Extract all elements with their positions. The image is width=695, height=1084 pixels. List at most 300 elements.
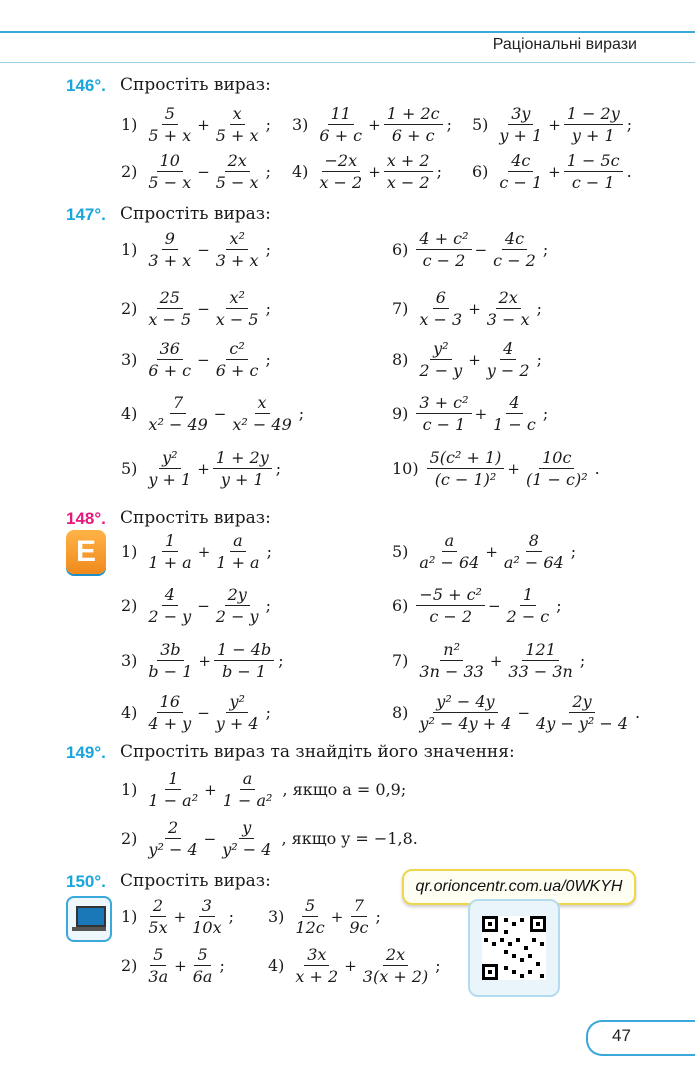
qr-code-icon <box>482 916 546 980</box>
numerator: y² <box>226 692 247 713</box>
fraction <box>145 585 194 626</box>
condition-text: , якщо y = −1,8. <box>281 829 418 848</box>
numerator: y <box>239 818 254 839</box>
numerator: x² <box>226 288 247 309</box>
denominator: y² − 4 <box>222 840 272 859</box>
qr-code-panel[interactable] <box>468 899 560 997</box>
fraction <box>213 531 262 572</box>
punctuation: ; <box>265 703 271 722</box>
computer-icon <box>66 896 112 942</box>
operator: + <box>468 350 481 369</box>
denominator: x² − 49 <box>148 415 208 434</box>
punctuation: ; <box>228 907 234 926</box>
numerator: n² <box>440 640 463 661</box>
numerator: 5(c² + 1) <box>427 448 505 469</box>
fraction <box>145 896 170 937</box>
operator: + <box>174 956 187 975</box>
operator: + <box>485 542 498 561</box>
numerator: 6 <box>433 288 449 309</box>
numerator: 10 <box>157 151 183 172</box>
denominator: x − 5 <box>148 310 192 329</box>
denominator: 6 + c <box>391 126 435 145</box>
punctuation: . <box>626 162 632 181</box>
denominator: y + 1 <box>499 126 543 145</box>
fraction <box>189 896 224 937</box>
item-label: 1) <box>121 780 138 799</box>
item-label: 6) <box>392 596 409 615</box>
operator: + <box>173 907 187 926</box>
operator: + <box>204 780 217 799</box>
punctuation: ; <box>219 956 225 975</box>
denominator: 6a <box>192 967 213 986</box>
exercise-item <box>121 818 418 859</box>
item-label: 10) <box>392 459 419 478</box>
denominator: 2 − y <box>148 607 192 626</box>
denominator: 5x <box>148 918 168 937</box>
denominator: 5 − x <box>215 173 259 192</box>
exercise-149-number: 149°. <box>66 743 106 762</box>
numerator: y² − 4y <box>433 692 497 713</box>
denominator: c − 1 <box>499 173 543 192</box>
denominator: b − 1 <box>222 662 267 681</box>
denominator: b − 1 <box>148 662 193 681</box>
fraction <box>533 692 631 733</box>
fraction <box>214 640 274 681</box>
item-label: 4) <box>121 404 138 423</box>
fraction <box>564 104 623 145</box>
denominator: 2 − y <box>419 361 463 380</box>
numerator: 3 <box>199 896 215 917</box>
operator: + <box>368 162 381 181</box>
item-label: 6) <box>392 240 409 259</box>
fraction <box>416 640 486 681</box>
denominator: 2 − y <box>215 607 259 626</box>
denominator: c − 1 <box>422 415 466 434</box>
operator: + <box>548 162 561 181</box>
denominator: 2 − c <box>506 607 550 626</box>
numerator: 3b <box>157 640 183 661</box>
exercise-item <box>472 104 632 145</box>
item-label: 3) <box>121 350 138 369</box>
numerator: 2 <box>150 896 166 917</box>
fraction <box>145 151 194 192</box>
punctuation: ; <box>275 459 282 478</box>
fraction <box>384 151 433 192</box>
operator: + <box>548 115 561 134</box>
numerator: 1 + 2c <box>384 104 443 125</box>
fraction <box>213 229 262 270</box>
numerator: 1 <box>162 531 178 552</box>
exercise-item <box>392 229 548 270</box>
fraction <box>484 288 533 329</box>
item-label: 2) <box>121 299 138 318</box>
fraction <box>213 339 262 380</box>
fraction <box>346 896 371 937</box>
exercise-147-task: Спростіть вираз: <box>120 204 271 224</box>
fraction <box>505 640 575 681</box>
denominator: x − 3 <box>419 310 463 329</box>
punctuation: ; <box>265 350 271 369</box>
punctuation: ; <box>436 162 442 181</box>
numerator: 7 <box>351 896 367 917</box>
numerator: 10c <box>539 448 574 469</box>
fraction <box>427 448 505 489</box>
condition-text: , якщо a = 0,9; <box>282 780 407 799</box>
item-label: 8) <box>392 350 409 369</box>
fraction <box>416 288 465 329</box>
exercise-item <box>121 692 271 733</box>
exercise-item <box>121 585 271 626</box>
exercise-149-task: Спростіть вираз та знайдіть його значення: <box>120 742 515 762</box>
punctuation: ; <box>446 115 453 134</box>
fraction <box>360 945 431 986</box>
numerator: c² <box>226 339 247 360</box>
fraction <box>490 393 539 434</box>
fraction <box>490 229 539 270</box>
denominator: 1 − c <box>493 415 536 434</box>
fraction <box>145 393 210 434</box>
numerator: 3x <box>304 945 329 966</box>
fraction <box>213 448 272 489</box>
exercise-item <box>268 945 441 986</box>
numerator: 25 <box>157 288 183 309</box>
operator: + <box>507 459 520 478</box>
punctuation: ; <box>278 651 284 670</box>
numerator: 9 <box>162 229 178 250</box>
numerator: 4 <box>162 585 178 606</box>
fraction <box>292 945 341 986</box>
operator: − <box>197 162 210 181</box>
fraction <box>496 104 545 145</box>
denominator: a² − 64 <box>419 553 480 572</box>
denominator: 4y − y² − 4 <box>536 714 629 733</box>
item-label: 4) <box>292 162 309 181</box>
numerator: 4 <box>506 393 522 414</box>
exercise-item <box>121 448 281 489</box>
exercise-item <box>392 640 585 681</box>
numerator: y² <box>159 448 180 469</box>
exercise-item <box>392 531 576 572</box>
punctuation: ; <box>626 115 633 134</box>
operator: − <box>203 829 217 848</box>
operator: + <box>468 299 481 318</box>
page-number: 47 <box>612 1026 631 1045</box>
numerator: y² <box>430 339 451 360</box>
punctuation: ; <box>265 162 271 181</box>
item-label: 5) <box>392 542 409 561</box>
item-label: 2) <box>121 596 138 615</box>
exercise-item <box>268 896 381 937</box>
operator: − <box>197 299 210 318</box>
item-label: 1) <box>121 907 138 926</box>
fraction <box>145 692 194 733</box>
item-label: 2) <box>121 162 138 181</box>
punctuation: ; <box>265 596 271 615</box>
item-label: 6) <box>472 162 489 181</box>
denominator: 1 + a <box>148 553 192 572</box>
item-label: 3) <box>292 115 309 134</box>
denominator: 4 + y <box>148 714 192 733</box>
item-label: 9) <box>392 404 409 423</box>
punctuation: ; <box>542 404 549 423</box>
exercise-item <box>121 229 271 270</box>
operator: + <box>197 115 210 134</box>
fraction <box>145 339 194 380</box>
denominator: (1 − c)² <box>525 470 588 489</box>
item-label: 4) <box>268 956 285 975</box>
fraction <box>145 818 200 859</box>
denominator: y + 1 <box>148 470 192 489</box>
item-label: 5) <box>472 115 489 134</box>
fraction <box>190 945 216 986</box>
fraction <box>416 585 485 626</box>
fraction <box>416 393 471 434</box>
denominator: y² − 4y + 4 <box>419 714 512 733</box>
operator: − <box>197 596 210 615</box>
numerator: 1 − 5c <box>564 151 623 172</box>
denominator: c − 2 <box>429 607 473 626</box>
denominator: c − 2 <box>493 251 536 270</box>
item-label: 2) <box>121 829 138 848</box>
denominator: 33 − 3n <box>508 662 573 681</box>
denominator: 1 − a² <box>148 791 199 810</box>
operator: + <box>489 651 503 670</box>
fraction <box>145 448 194 489</box>
numerator: 1 <box>165 769 181 790</box>
exercise-item <box>392 692 640 733</box>
numerator: 1 + 2y <box>213 448 272 469</box>
punctuation: . <box>594 459 600 478</box>
denominator: y − 2 <box>486 361 530 380</box>
numerator: 7 <box>170 393 186 414</box>
numerator: −2x <box>322 151 361 172</box>
denominator: 1 + a <box>216 553 260 572</box>
denominator: c − 1 <box>571 173 615 192</box>
numerator: 16 <box>157 692 183 713</box>
punctuation: ; <box>556 596 562 615</box>
exercise-150-task: Спростіть вираз: <box>120 871 271 891</box>
exercise-item <box>121 945 225 986</box>
numerator: 4c <box>508 151 533 172</box>
operator: + <box>197 542 211 561</box>
numerator: 5 <box>162 104 178 125</box>
numerator: x + 2 <box>384 151 433 172</box>
denominator: x − 2 <box>319 173 363 192</box>
numerator: 1 <box>520 585 536 606</box>
exercise-item <box>392 448 600 489</box>
fraction <box>416 229 471 270</box>
exercise-item <box>292 104 452 145</box>
numerator: 4c <box>502 229 527 250</box>
denominator: 10x <box>192 918 222 937</box>
numerator: x <box>230 104 245 125</box>
fraction <box>145 531 194 572</box>
punctuation: ; <box>266 542 272 561</box>
fraction <box>145 104 194 145</box>
numerator: 3 + c² <box>416 393 471 414</box>
operator: + <box>198 651 211 670</box>
punctuation: ; <box>536 299 542 318</box>
exercise-item <box>121 769 406 810</box>
exercise-148-task: Спростіть вираз: <box>120 508 271 528</box>
fraction <box>213 151 262 192</box>
fraction <box>213 692 262 733</box>
denominator: 3 − x <box>486 310 530 329</box>
punctuation: ; <box>570 542 577 561</box>
operator: − <box>197 240 210 259</box>
fraction <box>145 945 171 986</box>
denominator: 6 + c <box>148 361 192 380</box>
denominator: 5 + x <box>215 126 259 145</box>
exercise-item <box>121 339 271 380</box>
operator: + <box>330 907 344 926</box>
fraction <box>145 229 194 270</box>
fraction <box>416 692 514 733</box>
denominator: 12c <box>295 918 325 937</box>
item-label: 3) <box>121 651 138 670</box>
fraction <box>484 339 533 380</box>
exercise-146-number: 146°. <box>66 76 106 95</box>
operator: − <box>197 703 210 722</box>
operator: − <box>474 240 488 259</box>
punctuation: ; <box>536 350 542 369</box>
item-label: 1) <box>121 115 138 134</box>
operator: + <box>368 115 381 134</box>
punctuation: ; <box>265 240 271 259</box>
numerator: 2x <box>496 288 521 309</box>
fraction <box>213 585 262 626</box>
item-label: 1) <box>121 542 138 561</box>
exercise-item <box>392 393 548 434</box>
exercise-147-number: 147°. <box>66 205 106 224</box>
denominator: 6 + c <box>319 126 363 145</box>
denominator: x − 2 <box>386 173 430 192</box>
denominator: y + 1 <box>220 470 264 489</box>
numerator: 5 <box>194 945 210 966</box>
numerator: 2y <box>225 585 250 606</box>
fraction <box>416 339 465 380</box>
exercise-item <box>472 151 632 192</box>
denominator: x + 2 <box>295 967 339 986</box>
numerator: 3y <box>508 104 533 125</box>
header-rule <box>0 62 695 63</box>
denominator: y² − 4 <box>148 840 198 859</box>
exercise-item <box>121 640 284 681</box>
fraction <box>316 151 365 192</box>
punctuation: . <box>635 703 641 722</box>
fraction <box>292 896 327 937</box>
denominator: y + 1 <box>571 126 615 145</box>
numerator: 36 <box>157 339 183 360</box>
punctuation: ; <box>542 240 549 259</box>
punctuation: ; <box>435 956 441 975</box>
denominator: (c − 1)² <box>434 470 497 489</box>
exercise-item <box>121 151 271 192</box>
numerator: 8 <box>526 531 542 552</box>
numerator: 4 <box>500 339 516 360</box>
numerator: 1 − 4b <box>214 640 274 661</box>
numerator: 5 <box>302 896 318 917</box>
fraction <box>229 393 294 434</box>
numerator: a <box>442 531 458 552</box>
fraction <box>496 151 545 192</box>
denominator: 5 − x <box>148 173 192 192</box>
exercise-150-number: 150°. <box>66 872 106 891</box>
operator: + <box>474 404 488 423</box>
numerator: 2y <box>569 692 594 713</box>
denominator: a² − 64 <box>503 553 564 572</box>
item-label: 3) <box>268 907 285 926</box>
operator: + <box>344 956 357 975</box>
punctuation: ; <box>375 907 381 926</box>
numerator: a <box>240 769 256 790</box>
punctuation: ; <box>265 115 271 134</box>
item-label: 5) <box>121 459 138 478</box>
operator: + <box>197 459 210 478</box>
numerator: 2 <box>165 818 181 839</box>
exercise-item <box>392 288 542 329</box>
item-label: 4) <box>121 703 138 722</box>
exercise-148-number: 148°. <box>66 509 106 528</box>
fraction <box>564 151 623 192</box>
numerator: x² <box>226 229 247 250</box>
fraction <box>504 585 553 626</box>
operator: − <box>213 404 227 423</box>
exercise-146-task: Спростіть вираз: <box>120 75 271 95</box>
denominator: y + 4 <box>215 714 259 733</box>
denominator: c − 2 <box>422 251 466 270</box>
qr-link[interactable]: qr.orioncentr.com.ua/0WKYH <box>402 869 636 905</box>
denominator: 1 − a² <box>222 791 273 810</box>
denominator: x − 5 <box>215 310 259 329</box>
fraction <box>145 640 195 681</box>
running-header: Раціональні вирази <box>492 36 637 53</box>
denominator: 3 + x <box>215 251 259 270</box>
numerator: 4 + c² <box>416 229 471 250</box>
punctuation: ; <box>265 299 271 318</box>
item-label: 1) <box>121 240 138 259</box>
fraction <box>416 531 482 572</box>
numerator: 5 <box>150 945 166 966</box>
exercise-item <box>392 585 562 626</box>
page-number-tab <box>586 1020 695 1056</box>
item-label: 7) <box>392 651 409 670</box>
denominator: 9c <box>349 918 369 937</box>
item-label: 2) <box>121 956 138 975</box>
fraction <box>501 531 567 572</box>
header-accent-line <box>0 31 695 33</box>
exercise-item <box>121 288 271 329</box>
operator: − <box>517 703 531 722</box>
denominator: 3a <box>148 967 169 986</box>
item-label: 8) <box>392 703 409 722</box>
exercise-item <box>121 104 271 145</box>
fraction <box>145 769 201 810</box>
numerator: −5 + c² <box>416 585 485 606</box>
exercise-item <box>121 896 234 937</box>
exercise-item <box>392 339 542 380</box>
level-e-badge-icon: E <box>66 530 106 574</box>
numerator: 1 − 2y <box>564 104 623 125</box>
denominator: 3 + x <box>148 251 192 270</box>
fraction <box>523 448 591 489</box>
denominator: x² − 49 <box>232 415 292 434</box>
numerator: 2x <box>383 945 408 966</box>
punctuation: ; <box>579 651 586 670</box>
exercise-item <box>121 393 304 434</box>
fraction <box>213 104 262 145</box>
operator: − <box>197 350 210 369</box>
